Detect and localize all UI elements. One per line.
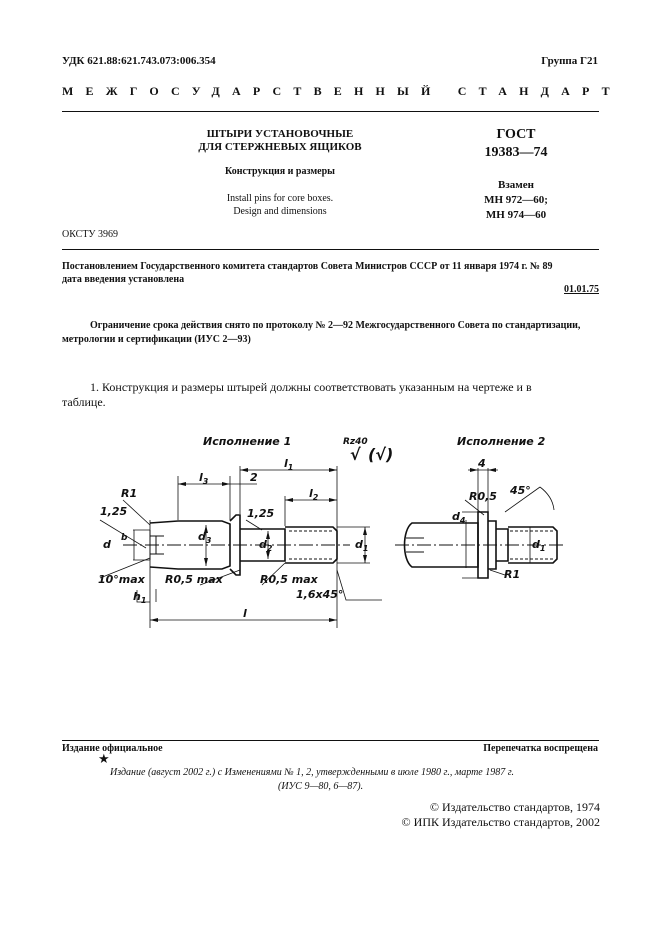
- title-divider: [62, 249, 599, 250]
- dim-2: 2: [250, 471, 258, 484]
- edition-line2: (ИУС 9—80, 6—87).: [278, 781, 364, 792]
- title-en: [140, 192, 420, 218]
- dim-l1: $l_1$: [284, 457, 294, 472]
- roughness-label: Rz40: [343, 437, 368, 447]
- dim-125-a: 1,25: [100, 505, 128, 518]
- dim-d4: $d_4$: [452, 510, 466, 525]
- dim-R1-v2: R1: [504, 568, 521, 581]
- header-divider: [62, 111, 599, 112]
- title-ru-line1: ШТЫРИ УСТАНОВОЧНЫЕ: [206, 128, 354, 140]
- dim-45deg: 45°: [510, 484, 531, 497]
- dim-4: 4: [478, 457, 486, 470]
- dim-R05max-a: R0,5 max: [165, 573, 223, 586]
- copyright-2: © ИПК Издательство стандартов, 2002: [401, 815, 600, 829]
- copyright-1: © Издательство стандартов, 1974: [429, 800, 600, 814]
- effective-date: 01.01.75: [564, 284, 599, 295]
- replace-label: Взамен: [498, 179, 534, 191]
- dim-l3: $l_3$: [199, 471, 209, 486]
- footer-divider: [62, 740, 599, 741]
- reprint-prohibited: Перепечатка воспрещена: [483, 743, 598, 754]
- version-2-title: Исполнение 2: [457, 435, 546, 448]
- dim-d1: $d_1$: [355, 538, 369, 553]
- copyright: [360, 800, 600, 830]
- title-ru-line2: ДЛЯ СТЕРЖНЕВЫХ ЯЩИКОВ: [198, 141, 362, 153]
- okstu-code: ОКСТУ 3969: [62, 229, 119, 240]
- title-ru: [140, 128, 420, 154]
- edition-note: [110, 766, 590, 794]
- clause-1: [62, 380, 602, 410]
- dim-R05: R0,5: [469, 490, 497, 503]
- decree-line2: дата введения установлена: [62, 274, 185, 285]
- version-1-title: Исполнение 1: [203, 435, 292, 448]
- dim-d: d: [103, 538, 111, 551]
- clause-1-line2: таблице.: [62, 395, 106, 409]
- star-mark: ★: [98, 751, 110, 766]
- dim-d3: $d_3$: [198, 530, 212, 545]
- limitation-line2: метрологии и сертификации (ИУС 2—93): [62, 334, 251, 345]
- edition-line1: Издание (август 2002 г.) с Изменениями № 1, 2, утвержденными в июле 1980 г., марте 1987 г.: [110, 767, 514, 778]
- roughness-paren-check: (√): [368, 445, 394, 464]
- replace-2: МН 974—60: [485, 209, 547, 221]
- group-code: Группа Г21: [541, 55, 598, 67]
- gost-number: 19383—74: [484, 145, 548, 160]
- title-en-line1: Install pins for core boxes.: [226, 193, 334, 204]
- udk-code: УДК 621.88:621.743.073:006.354: [62, 55, 216, 67]
- replace-1: МН 972—60;: [484, 194, 548, 206]
- gost-label-block: [466, 126, 566, 162]
- limitation-note: [62, 319, 602, 347]
- official-edition: Издание официальное: [62, 743, 163, 754]
- decree-line1: Постановлением Государственного комитета стандартов Совета Министров СССР от 11 января 1974 г. № 89: [62, 261, 553, 272]
- title-subtitle: Конструкция и размеры: [225, 166, 335, 177]
- dim-b: b: [121, 533, 128, 543]
- dim-chamfer: 1,6x45°: [296, 588, 344, 601]
- limitation-line1: Ограничение срока действия снято по протоколу № 2—92 Межгосударственного Совета по стандартизации,: [90, 320, 581, 331]
- roughness-check: √: [350, 445, 361, 464]
- dim-10max: 10°max: [98, 573, 145, 586]
- decree: [62, 260, 602, 286]
- title-en-line2: Design and dimensions: [233, 206, 327, 217]
- dim-R05max-b: R0,5 max: [260, 573, 318, 586]
- interstate-standard-banner: МЕЖГОСУДАРСТВЕННЫЙ СТАНДАРТ: [62, 84, 622, 98]
- dim-l2: $l_2$: [309, 487, 319, 502]
- dim-d2: $d_2$: [259, 538, 273, 553]
- dim-125-b: 1,25: [247, 507, 275, 520]
- dim-R1: R1: [121, 487, 138, 500]
- dim-l: l: [243, 607, 247, 620]
- gost-replaces: [466, 178, 566, 223]
- clause-1-line1: 1. Конструкция и размеры штырей должны соответствовать указанным на чертеже и в: [90, 380, 532, 394]
- dim-d1-v2: $d_1$: [532, 538, 546, 553]
- pin-drawing: [0, 425, 661, 635]
- dim-h1: $h_1$: [133, 590, 147, 605]
- gost-label: ГОСТ: [496, 127, 536, 142]
